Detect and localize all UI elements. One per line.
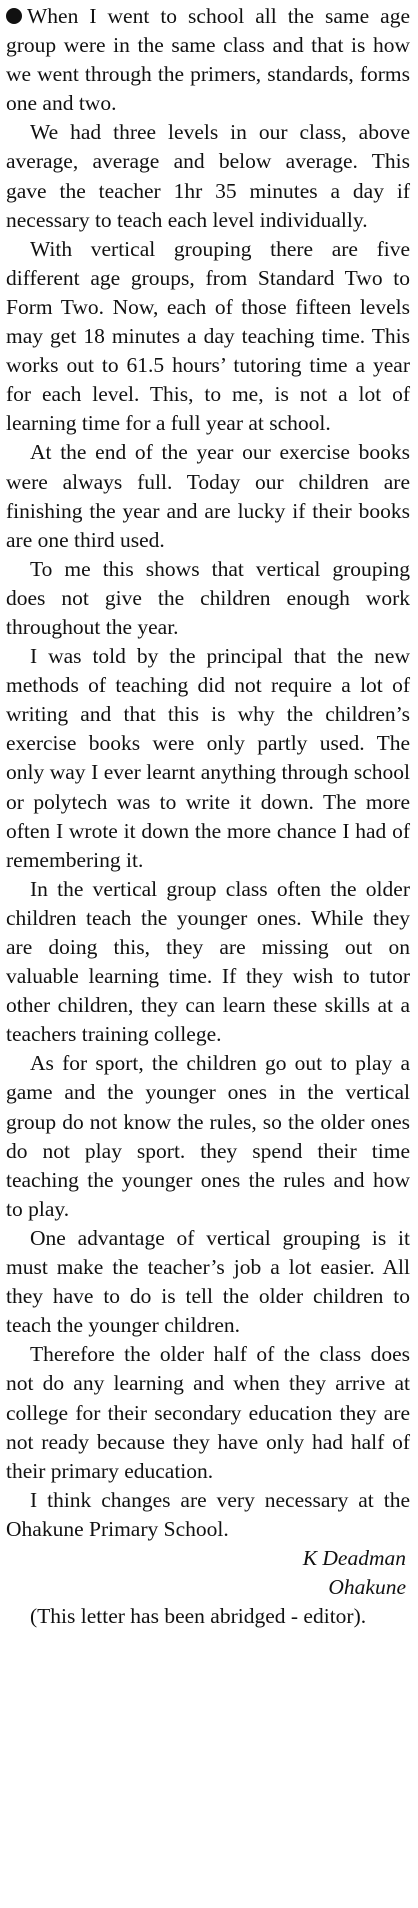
bullet-icon: [6, 8, 22, 24]
letter-paragraph-2: We had three levels in our class, above average, average and below average. This gave the teacher 1hr 35 minutes a day if necessary to teach each level individually.: [6, 120, 410, 232]
letter-paragraph-4: At the end of the year our exercise books were always full. Today our children are finishing the year and are lucky if their books are one third used.: [6, 440, 410, 552]
letter-paragraph-7: In the vertical group class often the older children teach the younger ones. While they are doing this, they are missing out on valuable learning time. If they wish to tutor other children, they can learn these skills at a teachers training college.: [6, 876, 410, 1047]
letter-paragraph-9: One advantage of vertical grouping is it must make the teacher’s job a lot easier. All they have to do is tell the older children to teach the younger children.: [6, 1225, 410, 1338]
letter-paragraph-10: Therefore the older half of the class does not do any learning and when they arrive at college for their secondary education they are not ready because they have only had half of their primary education.: [6, 1342, 410, 1483]
letter-paragraph-11: I think changes are very necessary at the Ohakune Primary School.: [6, 1487, 410, 1541]
letter-paragraph-6: I was told by the principal that the new methods of teaching did not require a lot of writing and that this is why the children’s exercise books were only partly used. The only way I ever learnt anything through school or polytech was to write it down. The more often I wrote it down the more chance I had of remembering it.: [6, 644, 410, 872]
editor-note: (This letter has been abridged - editor).: [30, 1604, 367, 1629]
letter-column: [6, 2, 410, 1631]
letter-paragraph-3: With vertical grouping there are five different age groups, from Standard Two to Form Two. Now, each of those fifteen levels may get 18 minutes a day teaching time. This works out to 61.5 hours’ tutoring time a year for each level. This, to me, is not a lot of learning time for a full year at school.: [6, 236, 410, 436]
letter-paragraph-5: To me this shows that vertical grouping does not give the children enough work throughout the year.: [6, 556, 410, 639]
letter-paragraph-8: As for sport, the children go out to play a game and the younger ones in the vertical group do not know the rules, so the older ones do not play sport. they spend their time teaching the younger ones the rules and how to play.: [6, 1051, 410, 1221]
letter-paragraph-1: [6, 2, 410, 118]
signature-place: Ohakune: [328, 1575, 406, 1600]
signature-name: K Deadman: [302, 1545, 406, 1570]
letter-paragraph-1-text: When I went to school all the same age group were in the same class and that is how we went through the primers, standards, forms one and two.: [6, 4, 410, 116]
